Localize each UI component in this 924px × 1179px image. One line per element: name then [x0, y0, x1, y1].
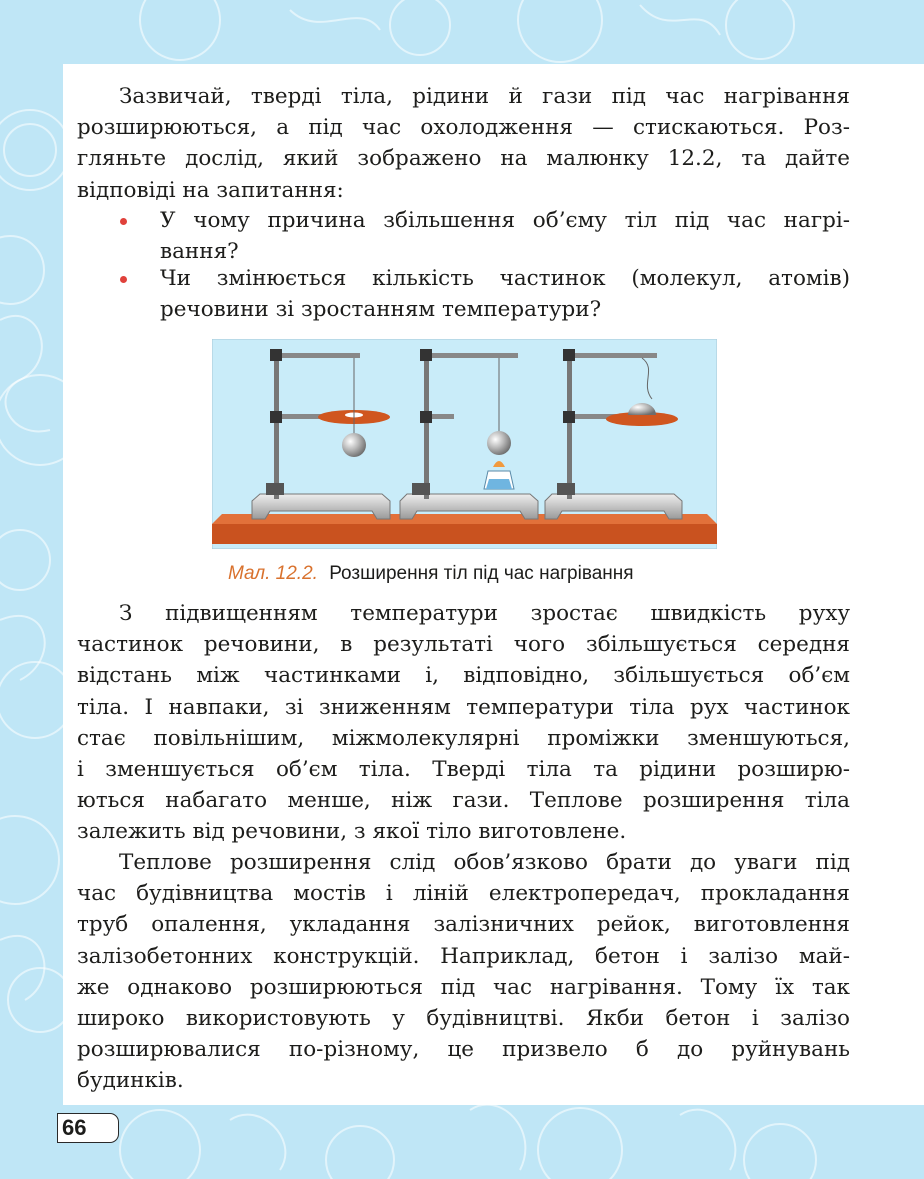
text-line: З підвищенням температури зростає швидкість руху	[119, 601, 850, 626]
text-line: залізобетонних конструкцій. Наприклад, бетон і залізо май-	[77, 943, 850, 969]
text-line: частинок речовини, в результаті чого збільшується середня	[77, 632, 850, 658]
text-line: стає повільнішим, міжмолекулярні проміжки зменшуються,	[77, 725, 850, 751]
figure-caption	[228, 563, 828, 585]
figure-label: Мал. 12.2.	[228, 563, 318, 584]
text-line: труб опалення, укладання залізничних рейок, виготовлення	[77, 912, 850, 938]
text-line: розширюються, а під час охолодження — стискаються. Роз-	[77, 115, 850, 141]
bullet-dot-icon	[120, 218, 127, 225]
question-item	[160, 205, 850, 267]
bullet-dot-icon	[120, 276, 127, 283]
text-line: залежить від речовини, з якої тіло виготовлене.	[77, 819, 627, 845]
body-paragraph	[77, 598, 850, 848]
text-line: розширювалися по-різному, це призвело б до руйнувань	[77, 1037, 850, 1063]
text-line: відстань між частинками і, відповідно, збільшується об’єм	[77, 663, 850, 689]
text-line: вання?	[160, 239, 239, 265]
question-item	[160, 263, 850, 325]
text-line: Зазвичай, тверді тіла, рідини й гази під час нагрівання	[119, 84, 850, 109]
text-line: гляньте дослід, який зображено на малюнку 12.2, та дайте	[77, 146, 850, 172]
text-line: широко використовують у будівництві. Якби бетон і залізо	[77, 1005, 850, 1031]
text-line: Чи змінюється кількість частинок (молекул, атомів)	[160, 266, 850, 291]
text-line: відповіді на запитання:	[77, 177, 344, 203]
text-line: Теплове розширення слід обов’язково брати до уваги під	[119, 850, 850, 875]
text-line: У чому причина збільшення об’єму тіл під час нагрі-	[160, 208, 850, 233]
text-line: речовини зі зростанням температури?	[160, 297, 602, 323]
page-number: 66	[57, 1113, 119, 1143]
figure-caption-text: Розширення тіл під час нагрівання	[329, 563, 634, 584]
text-line: же однаково розширюються під час нагрівання. Тому їх так	[77, 974, 850, 1000]
text-line: час будівництва мостів і ліній електропередач, прокладання	[77, 881, 850, 907]
body-paragraph	[77, 847, 850, 1097]
text-line: тіла. І навпаки, зі зниженням температури тіла рух частинок	[77, 694, 850, 720]
text-line: ються набагато менше, ніж гази. Теплове розширення тіла	[77, 788, 850, 814]
text-line: будинків.	[77, 1068, 184, 1094]
intro-paragraph	[77, 81, 850, 206]
thermal-expansion-illustration	[212, 339, 717, 549]
text-line: і зменшується об’єм тіла. Тверді тіла та рідини розширю-	[77, 756, 850, 782]
